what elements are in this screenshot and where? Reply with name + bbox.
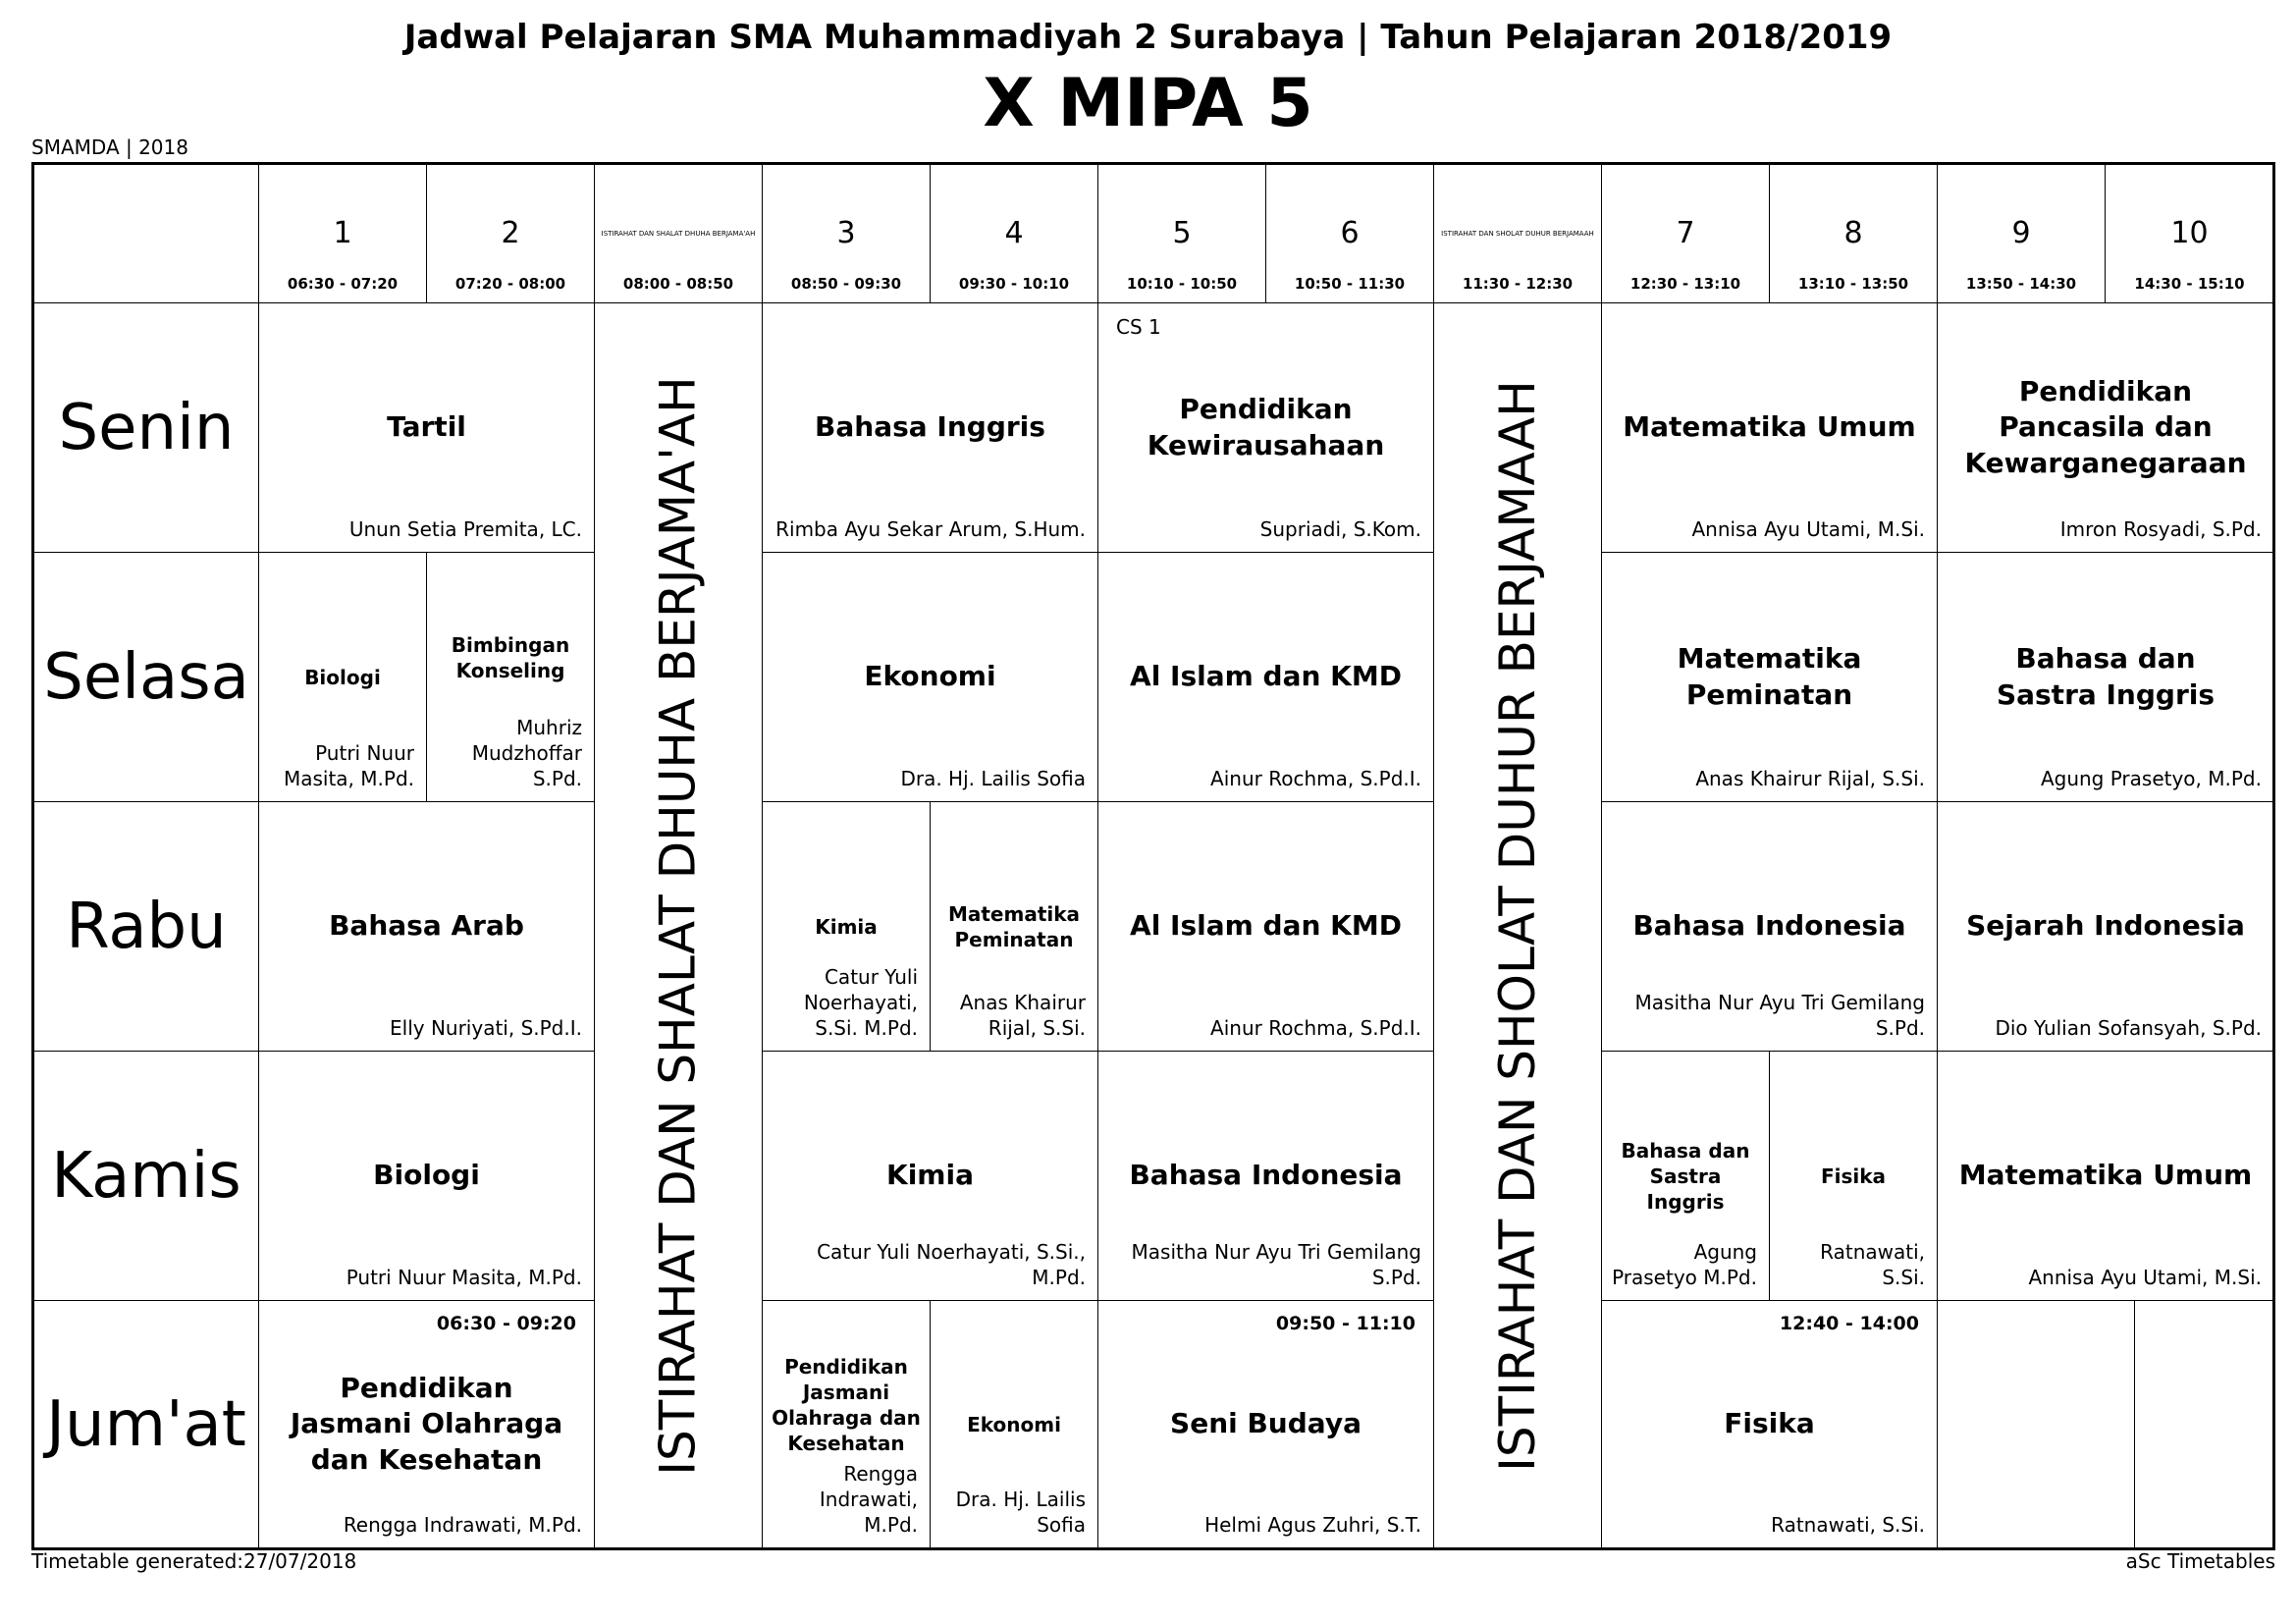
lesson-cell[interactable] [1602,802,1938,1052]
lesson-cell[interactable] [259,1301,595,1547]
subject: Pendidikan Pancasila dan Kewarganegaraan [1964,374,2247,479]
subject: Kimia [886,1159,974,1192]
period-header-3 [763,165,931,303]
teacher: Annisa Ayu Utami, M.Si. [2028,1266,2262,1289]
break-duhur [1434,303,1602,1547]
lesson-cell[interactable] [763,303,1098,553]
lesson-cell[interactable] [763,802,931,1052]
period-header-5 [1098,165,1266,303]
subject: Fisika [1724,1407,1815,1440]
period-number: 2 [501,216,520,250]
teacher: Dra. Hj. Lailis Sofia [955,1488,1086,1537]
period-number: 6 [1340,216,1360,250]
teacher: Ratnawati, S.Si. [1771,1513,1925,1537]
teacher: Supriadi, S.Kom. [1259,517,1421,541]
period-time: 14:30 - 15:10 [2134,275,2245,293]
period-header-10 [2106,165,2273,303]
teacher: Putri Nuur Masita, M.Pd. [346,1266,582,1289]
lesson-cell[interactable] [1938,1052,2273,1301]
lesson-cell[interactable] [763,553,1098,802]
teacher: Putri Nuur Masita, M.Pd. [283,741,414,790]
subject: Sejarah Indonesia [1966,909,2245,943]
day-selasa: Selasa [34,553,259,802]
lesson-cell[interactable] [1770,1052,1938,1301]
day-jumat: Jum'at [34,1301,259,1547]
period-time: 08:50 - 09:30 [790,275,902,293]
teacher: Rimba Ayu Sekar Arum, S.Hum. [775,517,1086,541]
subject: Al Islam dan KMD [1130,909,1402,943]
generated-date: Timetable generated:27/07/2018 [31,1549,357,1573]
subject: Seni Budaya [1170,1407,1362,1440]
break-header-label: ISTIRAHAT DAN SHALAT DHUHA BERJAMA'AH [601,230,756,238]
subject: Al Islam dan KMD [1130,660,1402,693]
subject: Bimbingan Konseling [451,632,570,682]
teacher: Elly Nuriyati, S.Pd.I. [390,1016,582,1040]
day-senin: Senin [34,303,259,553]
period-header-4 [931,165,1098,303]
subject: Bahasa Indonesia [1129,1159,1403,1192]
lesson-cell[interactable] [763,1052,1098,1301]
subject: Pendidikan Jasmani Olahraga dan Kesehatan [772,1354,921,1455]
lesson-cell[interactable] [1098,553,1434,802]
corner-cell [34,165,259,303]
teacher: Annisa Ayu Utami, M.Si. [1691,517,1925,541]
subject: Matematika Umum [1623,410,1916,444]
period-number: 4 [1004,216,1024,250]
subject: Tartil [387,410,466,444]
lesson-cell[interactable] [259,303,595,553]
lesson-cell[interactable] [427,553,595,802]
period-header-7 [1602,165,1770,303]
period-number: 8 [1843,216,1863,250]
subject: Biologi [304,665,381,689]
period-time: 09:30 - 10:10 [958,275,1070,293]
lesson-time: 12:40 - 14:00 [1779,1313,1919,1334]
lesson-cell[interactable] [1602,1052,1770,1301]
subject: Matematika Umum [1958,1159,2253,1192]
teacher: Masitha Nur Ayu Tri Gemilang S.Pd. [1634,991,1925,1040]
period-number: 3 [836,216,856,250]
period-header-2 [427,165,595,303]
subject: Fisika [1820,1164,1887,1188]
room-label: CS 1 [1116,315,1161,339]
break-header-2 [1434,165,1602,303]
teacher: Helmi Agus Zuhri, S.T. [1204,1513,1421,1537]
subject: Matematika Peminatan [947,901,1081,951]
subject: Bahasa Indonesia [1632,909,1906,943]
break-dhuha [595,303,763,1547]
period-time: 13:50 - 14:30 [1965,275,2077,293]
teacher: Rengga Indrawati, M.Pd. [819,1462,918,1537]
period-time: 13:10 - 13:50 [1797,275,1909,293]
lesson-cell[interactable] [1098,1301,1434,1547]
timetable-grid [31,162,2275,1550]
break-header-label: ISTIRAHAT DAN SHOLAT DUHUR BERJAMAAH [1441,230,1594,238]
teacher: Dra. Hj. Lailis Sofia [900,767,1086,790]
page-title: Jadwal Pelajaran SMA Muhammadiyah 2 Surabaya | Tahun Pelajaran 2018/2019 [403,18,1893,57]
lesson-cell[interactable] [931,1301,1098,1547]
lesson-cell[interactable] [1938,303,2273,553]
lesson-cell[interactable] [763,1301,931,1547]
teacher: Muhriz Mudzhoffar S.Pd. [471,716,582,790]
teacher: Unun Setia Premita, LC. [348,517,582,541]
empty-cell [1938,1301,2135,1547]
lesson-cell[interactable] [1098,1052,1434,1301]
lesson-cell[interactable] [1938,802,2273,1052]
break-header-1 [595,165,763,303]
period-header-6 [1266,165,1434,303]
lesson-cell[interactable] [259,553,427,802]
teacher: Catur Yuli Noerhayati, S.Si., M.Pd. [817,1240,1086,1289]
period-time: 10:10 - 10:50 [1126,275,1238,293]
lesson-cell[interactable] [1602,303,1938,553]
class-name: X MIPA 5 [983,65,1313,142]
lesson-cell[interactable] [1602,1301,1938,1547]
period-number: 5 [1172,216,1192,250]
period-number: 9 [2011,216,2031,250]
period-time: 10:50 - 11:30 [1294,275,1406,293]
lesson-time: 06:30 - 09:20 [436,1313,576,1334]
period-time: 07:20 - 08:00 [454,275,566,293]
teacher: Rengga Indrawati, M.Pd. [343,1513,582,1537]
lesson-time: 09:50 - 11:10 [1275,1313,1415,1334]
teacher: Agung Prasetyo M.Pd. [1612,1240,1757,1289]
lesson-cell[interactable] [931,802,1098,1052]
lesson-cell[interactable] [1098,802,1434,1052]
break-duhur-label: ISTIRAHAT DAN SHOLAT DUHUR BERJAMAAH [1489,379,1547,1472]
subject: Bahasa dan Sastra Inggris [1621,1138,1750,1214]
subject: Pendidikan Jasmani Olahraga dan Kesehatan [290,1371,563,1476]
lesson-cell[interactable] [1602,553,1938,802]
teacher: Anas Khairur Rijal, S.Si. [959,991,1086,1040]
teacher: Dio Yulian Sofansyah, S.Pd. [1995,1016,2262,1040]
period-number: 10 [2170,216,2209,250]
subject: Bahasa Inggris [815,410,1045,444]
lesson-cell[interactable] [1938,553,2273,802]
teacher: Ainur Rochma, S.Pd.I. [1210,767,1421,790]
subject: Kimia [815,914,878,939]
period-header-8 [1770,165,1938,303]
period-header-9 [1938,165,2106,303]
day-rabu: Rabu [34,802,259,1052]
lesson-cell[interactable] [259,802,595,1052]
subject: Pendidikan Kewirausahaan [1147,393,1385,461]
brand-label: aSc Timetables [2125,1549,2275,1573]
break-dhuha-label: ISTIRAHAT DAN SHALAT DHUHA BERJAMA'AH [650,375,707,1476]
subject: Bahasa dan Sastra Inggris [1996,642,2216,711]
subject: Matematika Peminatan [1677,642,1862,711]
teacher: Agung Prasetyo, M.Pd. [2040,767,2262,790]
subject: Ekonomi [967,1412,1061,1436]
lesson-cell[interactable] [259,1052,595,1301]
subject: Ekonomi [864,660,996,693]
teacher: Catur Yuli Noerhayati, S.Si. M.Pd. [803,965,918,1040]
period-number: 1 [333,216,352,250]
school-tag: SMAMDA | 2018 [31,135,188,159]
day-kamis: Kamis [34,1052,259,1301]
period-time: 11:30 - 12:30 [1462,275,1574,293]
period-time: 06:30 - 07:20 [287,275,399,293]
period-time: 08:00 - 08:50 [622,275,734,293]
teacher: Ratnawati, S.Si. [1820,1240,1925,1289]
teacher: Anas Khairur Rijal, S.Si. [1695,767,1925,790]
period-number: 7 [1676,216,1695,250]
empty-cell [2135,1301,2273,1547]
subject: Biologi [373,1159,480,1192]
lesson-cell[interactable] [1098,303,1434,553]
period-header-1 [259,165,427,303]
period-time: 12:30 - 13:10 [1629,275,1741,293]
teacher: Imron Rosyadi, S.Pd. [2059,517,2262,541]
teacher: Ainur Rochma, S.Pd.I. [1210,1016,1421,1040]
teacher: Masitha Nur Ayu Tri Gemilang S.Pd. [1131,1240,1421,1289]
subject: Bahasa Arab [329,909,524,943]
